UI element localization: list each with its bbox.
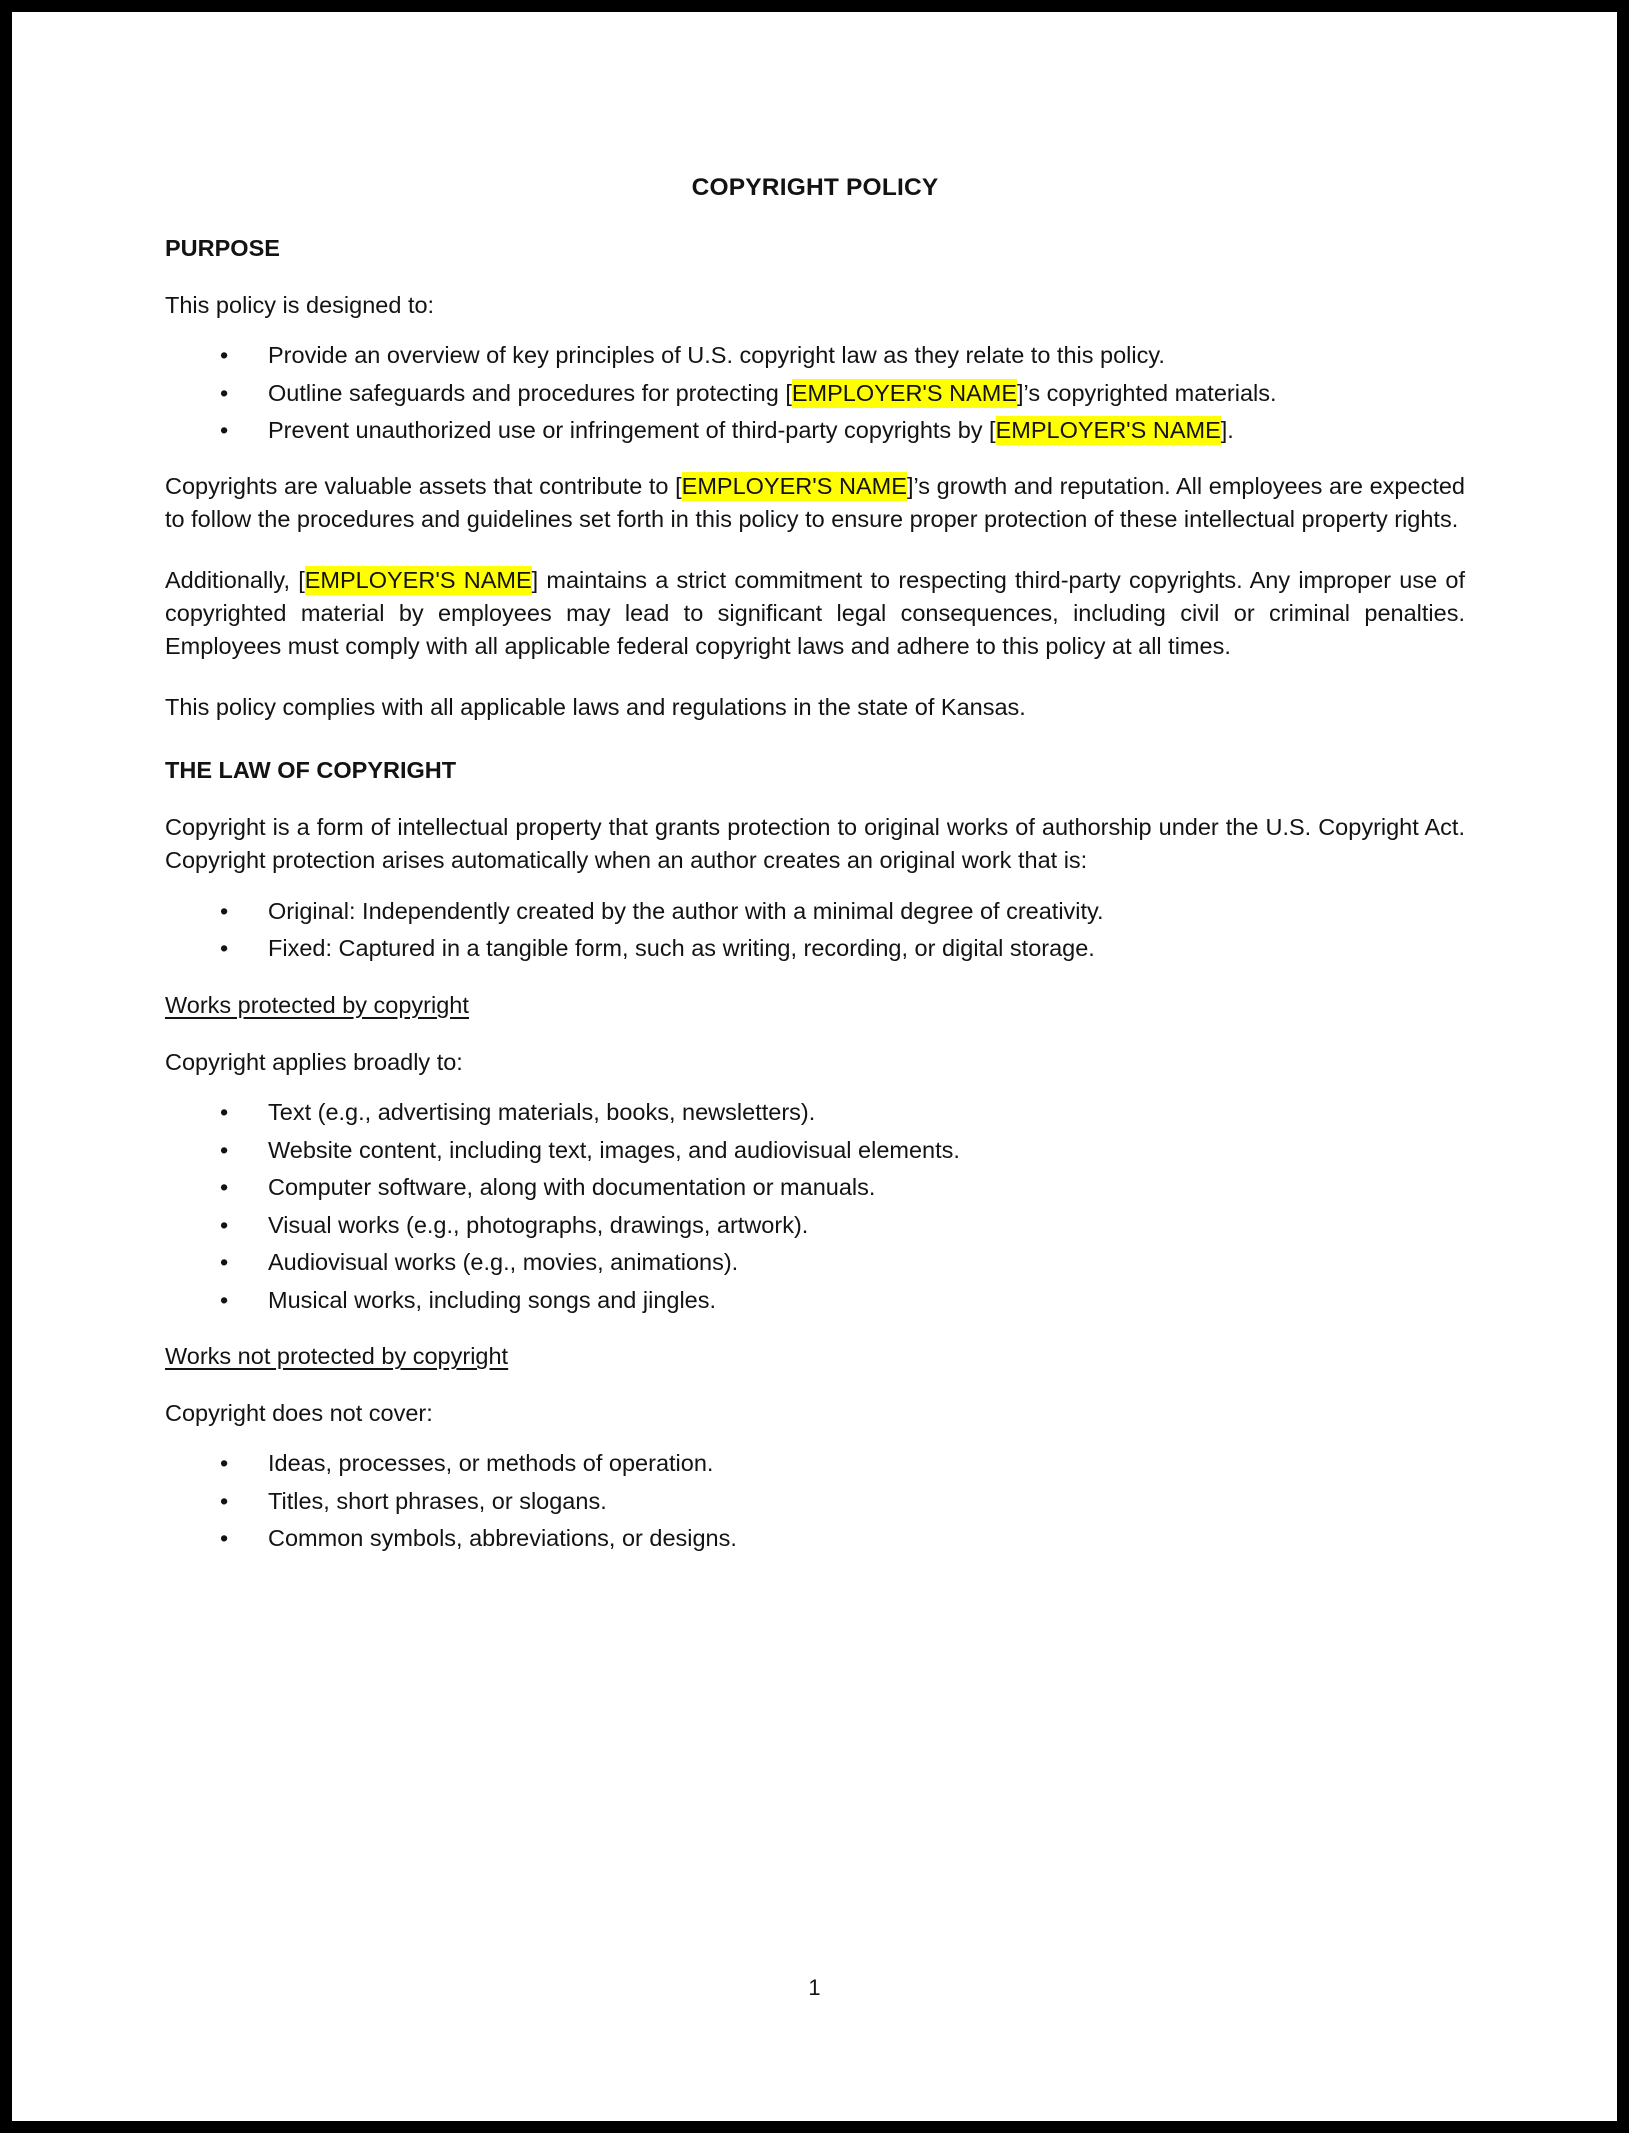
employer-name-placeholder: EMPLOYER'S NAME [791, 379, 1018, 406]
list-item-text: Ideas, processes, or methods of operation. [268, 1450, 714, 1477]
list-item [165, 1527, 1465, 1551]
subheading-text: Works not protected by copyright [165, 1343, 509, 1370]
list-item [165, 897, 1465, 938]
bullet-icon: • [220, 1487, 229, 1514]
list-item [165, 1251, 1465, 1289]
subheading-text: Works protected by copyright [165, 991, 469, 1018]
employer-name-placeholder: EMPLOYER'S NAME [681, 472, 907, 499]
bullet-icon: • [220, 1099, 229, 1126]
list-item-text: Computer software, along with documentation or manuals. [268, 1174, 876, 1201]
bullet-icon: • [220, 417, 229, 444]
bracket-open: [ [989, 417, 996, 444]
list-item-text: Titles, short phrases, or slogans. [268, 1487, 607, 1514]
list-item [165, 1452, 1465, 1490]
copyright-criteria-list [165, 878, 1465, 961]
bracket-open: [ [298, 566, 305, 593]
bullet-icon: • [220, 1525, 229, 1552]
bracket-close: ] [531, 566, 539, 593]
subheading-works-protected [165, 961, 1465, 1019]
purpose-bullet-list [165, 322, 1465, 443]
bullet-icon: • [220, 1174, 229, 1201]
list-item-text: Original: Independently created by the author with a minimal degree of creativity. [268, 897, 1104, 924]
page-title: COPYRIGHT POLICY [691, 174, 939, 201]
bullet-icon: • [220, 1286, 229, 1313]
list-item-text: Audiovisual works (e.g., movies, animations). [268, 1249, 739, 1276]
list-item-text-after: ]’s copyrighted materials. [1017, 379, 1277, 406]
list-item-text-before: Prevent unauthorized use or infringement of third-party copyrights by [268, 417, 990, 444]
list-item-text: Common symbols, abbreviations, or designs. [268, 1525, 737, 1552]
page-number: 1 [808, 1975, 821, 2000]
paragraph-text-before: Additionally, [165, 566, 299, 593]
works-protected-list [165, 1079, 1465, 1312]
list-item [165, 379, 1465, 420]
employer-name-placeholder: EMPLOYER'S NAME [304, 566, 532, 593]
paragraph-text-after: ]’s growth and reputation. All employees are expected to follow the procedures and guidelines set forth in this policy to ensure proper protection of these intellectual property rights. [165, 472, 1465, 533]
list-item [165, 1101, 1465, 1139]
list-item-text: Provide an overview of key principles of U.S. copyright law as they relate to this policy. [268, 342, 1165, 369]
section-heading-purpose: PURPOSE [165, 235, 280, 261]
list-item [165, 1487, 1465, 1528]
works-not-protected-list [165, 1430, 1465, 1551]
subheading-works-not-protected [165, 1312, 1465, 1370]
employer-name-placeholder: EMPLOYER'S NAME [995, 417, 1221, 444]
protected-lead-text: Copyright applies broadly to: [165, 1048, 463, 1075]
paragraph-copyright-intro: Copyright is a form of intellectual property that grants protection to original works of authorship under the U.S. Copyright Act. Copyright protection arises automatically when an author creates an original work that is: [165, 814, 1465, 874]
list-item-text: Musical works, including songs and jingles. [268, 1286, 717, 1313]
bullet-icon: • [220, 1249, 229, 1276]
bullet-icon: • [220, 342, 229, 369]
list-item-text-before: Outline safeguards and procedures for protecting [268, 379, 786, 406]
bracket-open: [ [785, 379, 792, 406]
paragraph-additionally [165, 537, 1465, 664]
list-item [165, 1136, 1465, 1177]
list-item [165, 1286, 1465, 1313]
paragraph-text-before: Copyrights are valuable assets that contribute to [165, 472, 676, 499]
list-item-text: Fixed: Captured in a tangible form, such as writing, recording, or digital storage. [268, 935, 1095, 962]
list-item [165, 937, 1465, 961]
bullet-icon: • [220, 935, 229, 962]
bullet-icon: • [220, 897, 229, 924]
list-item-text: Website content, including text, images, and audiovisual elements. [268, 1136, 960, 1163]
list-item [165, 419, 1465, 443]
paragraph-state-compliance: This policy complies with all applicable laws and regulations in the state of Kansas. [165, 693, 1026, 720]
list-item [165, 1211, 1465, 1252]
purpose-lead-text: This policy is designed to: [165, 292, 435, 318]
not-protected-lead-text: Copyright does not cover: [165, 1400, 433, 1427]
bracket-open: [ [675, 472, 682, 499]
list-item-text: Visual works (e.g., photographs, drawings, artwork). [268, 1211, 809, 1238]
paragraph-text-after: maintains a strict commitment to respecting third-party copyrights. Any improper use of copyrighted material by employees may lead to significant legal consequences, including civil or criminal penalties. Employees must comply with all applicable federal copyright laws and adhere to this policy at all times. [165, 566, 1465, 660]
bullet-icon: • [220, 1136, 229, 1163]
bullet-icon: • [220, 1450, 229, 1477]
bullet-icon: • [220, 379, 229, 406]
list-item-text: Text (e.g., advertising materials, books, newsletters). [268, 1099, 816, 1126]
paragraph-copyrights-assets [165, 443, 1465, 537]
list-item [165, 344, 1465, 382]
bullet-icon: • [220, 1211, 229, 1238]
section-heading-law-of-copyright: THE LAW OF COPYRIGHT [165, 757, 457, 784]
list-item-text-after: ]. [1220, 417, 1234, 444]
list-item [165, 1176, 1465, 1214]
